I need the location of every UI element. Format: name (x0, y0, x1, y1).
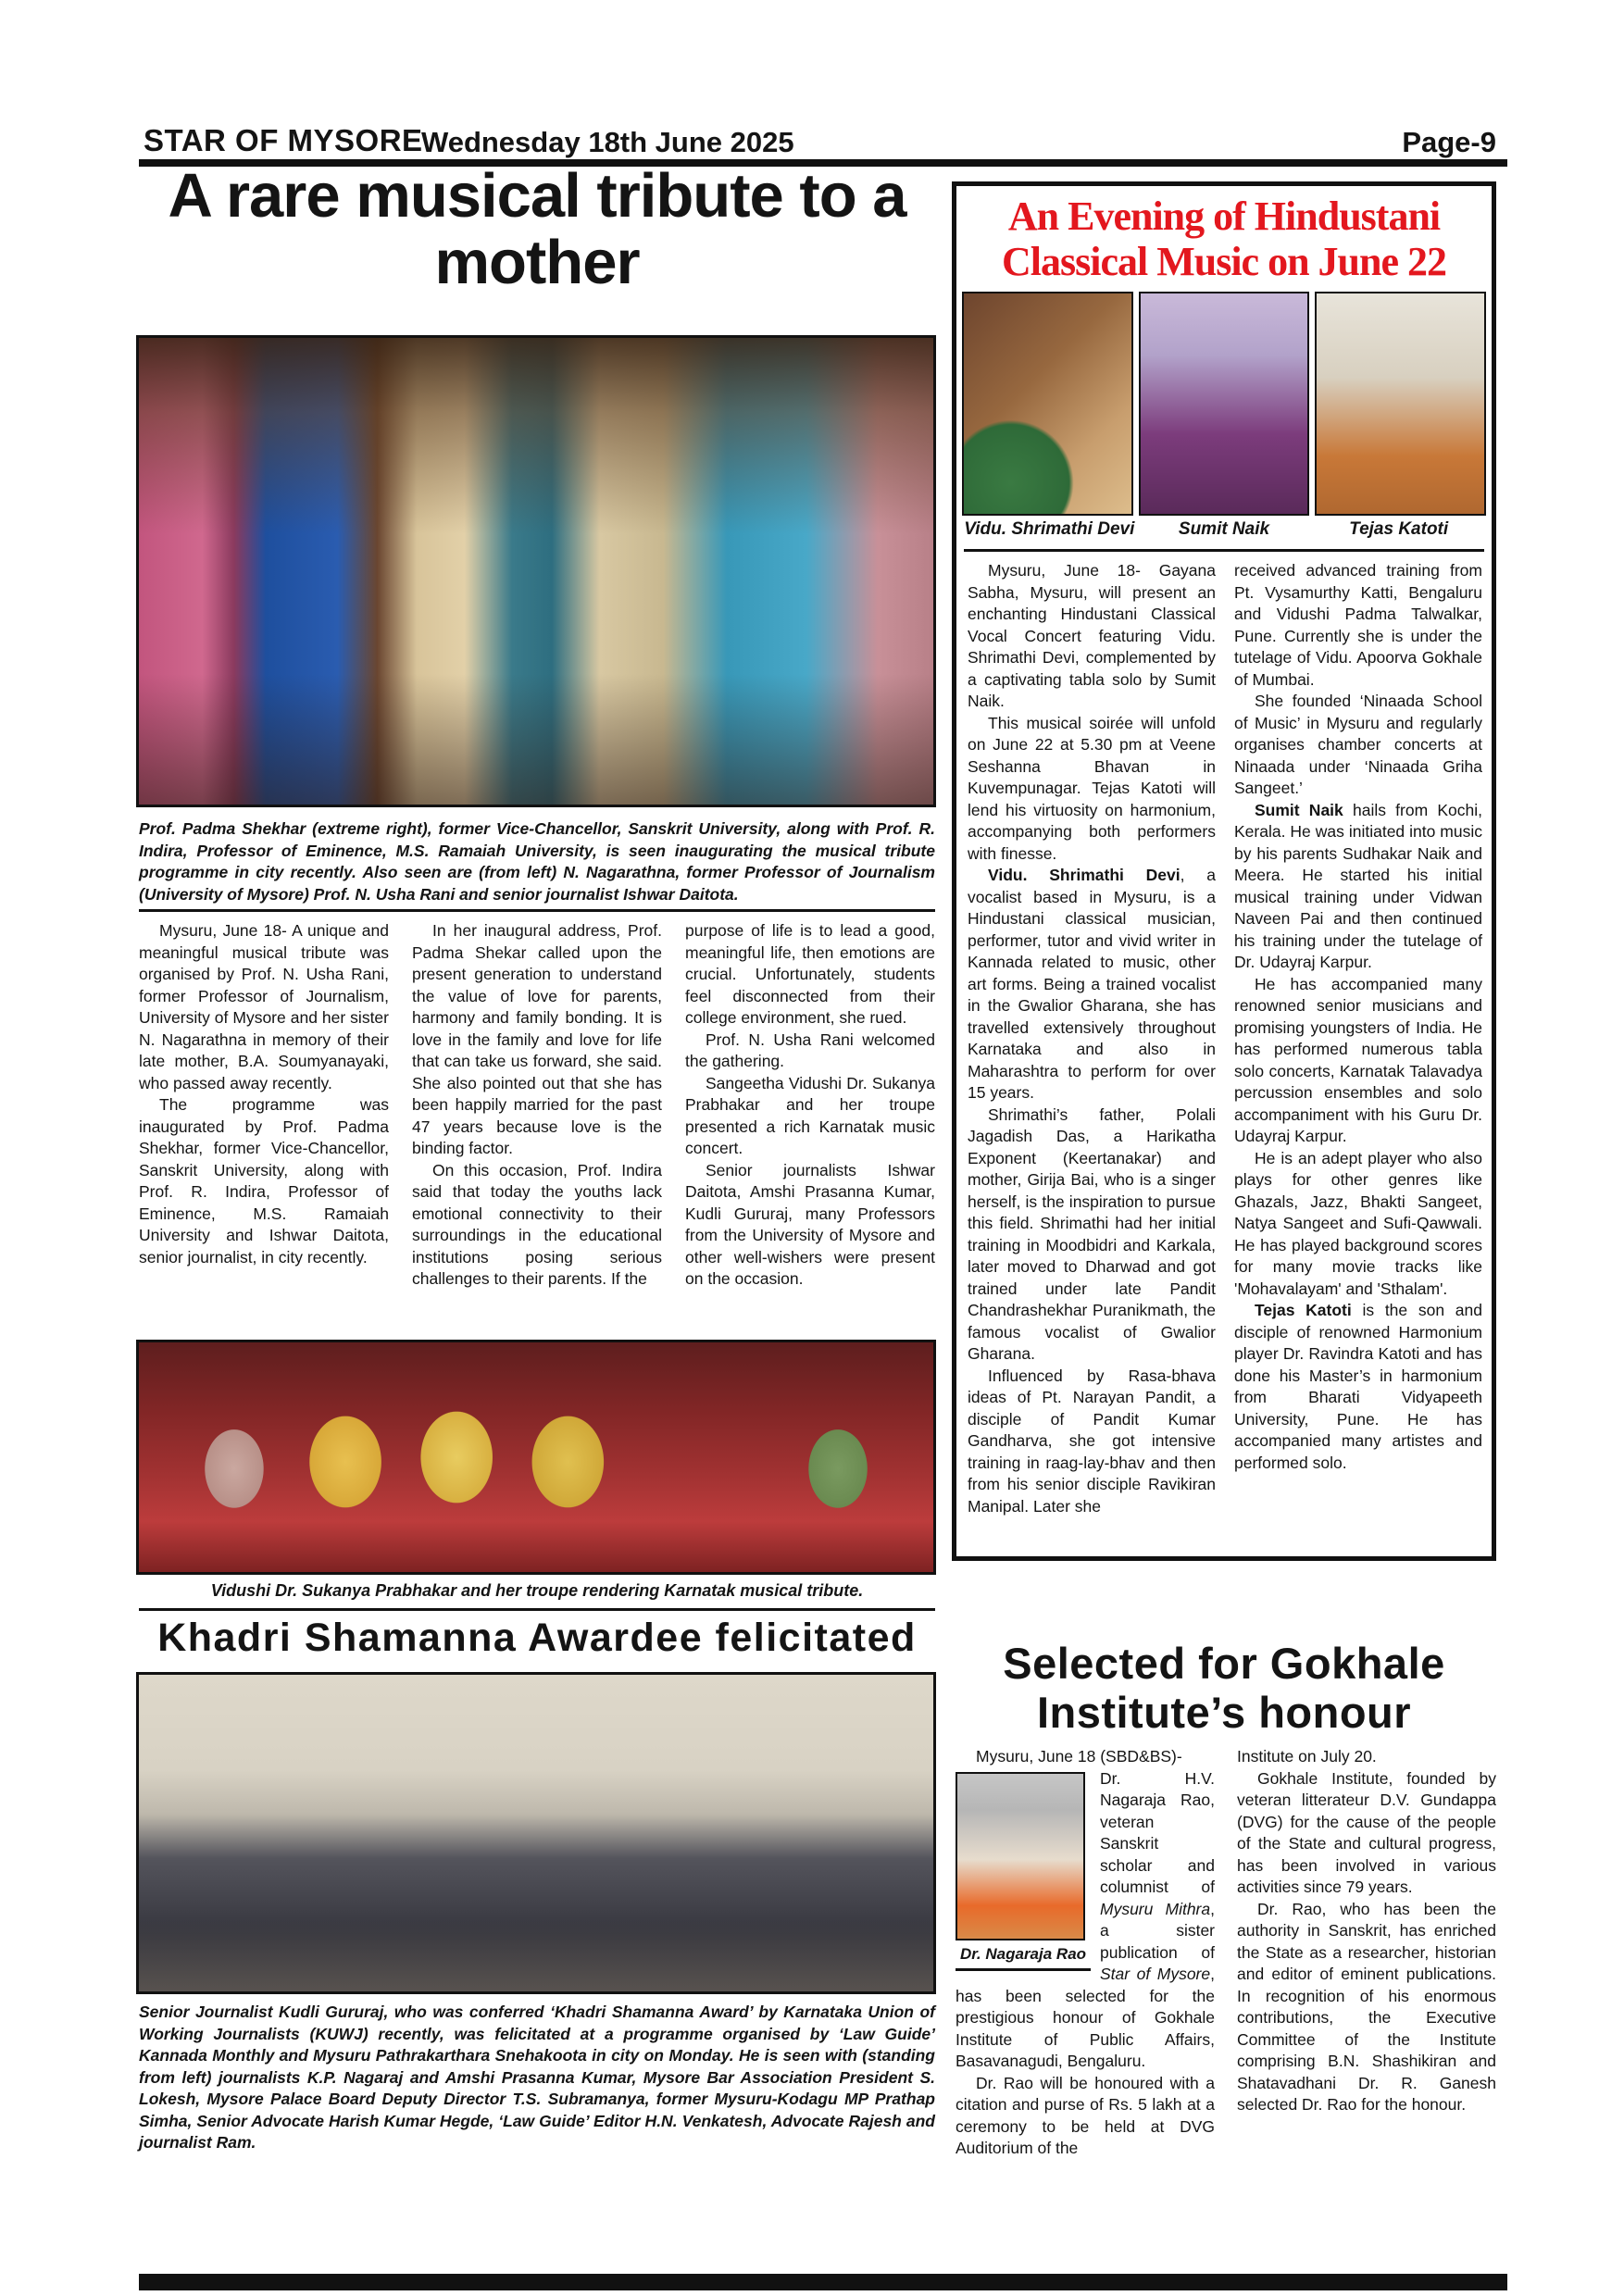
paragraph: He has accompanied many renowned senior musicians and promising youngsters of India. He has performed numerous tabla solo concerts, Karnatak Talavadya percussion ensembles and solo accompaniment with his Guru Dr. Udayraj Karpur. (1234, 974, 1482, 1145)
shrimathi-devi-photo (962, 292, 1133, 516)
gokhale-headline: Selected for Gokhale Institute’s honour (1003, 1639, 1445, 1737)
performer-captions (962, 519, 1486, 540)
paragraph: Gokhale Institute, founded by veteran litterateur D.V. Gundappa (DVG) for the cause of the people of the State and cultural progress, has been involved in various activities since 79 years. (1237, 1768, 1496, 1896)
registration-yellow-swatch (1511, 1489, 1528, 1505)
publication-name: Star of Mysore (1100, 1965, 1211, 1983)
registration-magenta-swatch (1511, 1505, 1528, 1522)
gokhale-body (956, 1746, 1496, 2160)
paragraph: Shrimathi’s father, Polali Jagadish Das, a Harikatha Exponent (Keertanakar) and mother, Girija Bai, who is a singer herself, is the inspiration to pursue this field. Shrimathi had her initial training in Moodbidri and Karkala, later moved to Dharwad and got trained under late Pandit Chandrashekhar Puranikmath, the famous vocalist of Gwalior Gharana. (968, 1104, 1216, 1363)
page-bottom-rule (139, 2274, 1507, 2290)
paragraph-text: , a sister publication of (1100, 1899, 1215, 1962)
caption-rule (139, 909, 935, 912)
sumit-naik-photo (1139, 292, 1310, 516)
paragraph: Influenced by Rasa-bhava ideas of Pt. Narayan Pandit, a disciple of Pandit Kumar Gandharva, she got intensive training in raag-lay-bhav and then from his senior disciple Ravikiran Manipal. Later she (968, 1366, 1216, 1516)
troupe-photo-caption: Vidushi Dr. Sukanya Prabhakar and her troupe rendering Karnatak musical tribute. (210, 1581, 864, 1600)
registration-yellow-swatch (1511, 939, 1528, 955)
publication-name: Mysuru Mithra (1100, 1899, 1211, 1918)
performer-caption: Tejas Katoti (1349, 519, 1449, 539)
registration-black-swatch (1511, 1472, 1528, 1489)
tribute-headline: A rare musical tribute to a mother (168, 161, 906, 297)
gokhale-column-1 (956, 1746, 1215, 2160)
inauguration-photo (136, 335, 936, 807)
nagaraja-rao-figure (956, 1772, 1091, 1972)
paragraph (1234, 1300, 1482, 1474)
registration-black-swatch (1511, 922, 1528, 939)
registration-cyan-swatch (1511, 2177, 1528, 2194)
paragraph (1234, 800, 1482, 974)
paragraph: Senior journalists Ishwar Daitota, Amshi Prasanna Kumar, Kudli Gururaj, many Professors from the University of Mysore and other well-wishers were present on the occasion. (685, 1160, 935, 1288)
paragraph: received advanced training from Pt. Vysamurthy Katti, Bengaluru and Vidushi Padma Talwalkar, Pune. Currently she is under the tutelage of Vidu. Apoorva Gokhale of Mumbai. (1234, 561, 1482, 689)
tribute-column-3 (685, 920, 935, 1339)
troupe-photo (136, 1340, 936, 1575)
bold-lead: Sumit Naik (1255, 800, 1343, 819)
paragraph: This musical soirée will unfold on June 22 at 5.30 pm at Veene Seshanna Bhavan in Kuvempunagar. Tejas Katoti will lend his virtuosity on harmonium, accompanying both performers with finesse. (968, 713, 1216, 863)
tribute-body (139, 920, 935, 1339)
hindustani-article-box (952, 181, 1496, 1561)
registration-black-swatch (1511, 2128, 1528, 2144)
performer-caption: Vidu. Shrimathi Devi (964, 519, 1135, 539)
paragraph-text: is the son and disciple of renowned Harmonium player Dr. Ravindra Katoti and has done his Master’s in harmonium from Bharati Vidyapeeth University, Pune. He has accompanied many artistes and performed solo. (1234, 1301, 1483, 1472)
paragraph: Mysuru, June 18- A unique and meaningful musical tribute was organised by Prof. N. Usha Rani, former Professor of Journalism, University of Mysore and her sister N. Nagarathna in memory of their late mother, B.A. Soumyanayaki, who passed away recently. (139, 921, 389, 1092)
section-rule (139, 1608, 935, 1611)
khadri-group-photo (136, 1672, 936, 1994)
registration-magenta-swatch (1511, 277, 1528, 293)
tribute-column-1 (139, 920, 389, 1339)
paragraph: He is an adept player who also plays for other genres like Ghazals, Jazz, Bhakti Sangeet, Natya Sangeet and Sufi-Qawwali. He has played background scores for many movie tracks like 'Mohavalayam' and 'Sthalam'. (1234, 1148, 1482, 1298)
hindustani-headline: An Evening of Hindustani Classical Music on June 22 (1001, 193, 1447, 284)
registration-cyan-swatch (1511, 972, 1528, 989)
paragraph: Institute on July 20. (1237, 1747, 1377, 1766)
registration-magenta-swatch (1511, 2161, 1528, 2177)
gokhale-column-2 (1237, 1746, 1496, 2160)
registration-gray-bar (1511, 804, 1528, 922)
registration-gray-bar (1511, 1926, 1528, 2128)
khadri-photo-caption: Senior Journalist Kudli Gururaj, who was conferred ‘Khadri Shamanna Award’ by Karnataka Union of Working Journalists (KUWJ) recently, was felicitated at a programme organised by ‘Law Guide’ Kannada Monthly and Mysuru Pathrakarthara Snehakoota in city on Monday. He is seen with (standing from left) journalists K.P. Nagaraj and Amshi Prasanna Kumar, Mysore Bar Association President S. Lokesh, Mysore Palace Board Deputy Director T.S. Subramanya, former Mysuru-Kodagu MP Prathap Simha, Senior Advocate Harish Kumar Hegde, ‘Law Guide’ Editor H.N. Venkatesh, Advocate Rajesh and journalist Ram. (139, 2003, 935, 2152)
paragraph: She founded ‘Ninaada School of Music’ in Mysuru and regularly organises chamber concerts at Ninaada under ‘Ninaada Griha Sangeet.’ (1234, 692, 1482, 797)
registration-black-swatch (1511, 243, 1528, 260)
page-number: Page-9 (1402, 126, 1496, 158)
edition-date: Wednesday 18th June 2025 (421, 126, 794, 158)
tribute-column-2 (412, 920, 662, 1339)
hindustani-column-left (968, 560, 1216, 1517)
byline: Mysuru, June 18 (SBD&BS)- (976, 1747, 1182, 1766)
paragraph-text: Dr. H.V. Nagaraja Rao, veteran Sanskrit scholar and columnist of (1100, 1768, 1215, 1896)
registration-cyan-swatch (1511, 293, 1528, 310)
paragraph (968, 865, 1216, 1104)
registration-magenta-swatch (1511, 955, 1528, 972)
registration-gray-bar (1511, 130, 1528, 243)
paragraph: Prof. N. Usha Rani welcomed the gathering. (685, 1029, 935, 1070)
registration-cyan-swatch (1511, 1522, 1528, 1539)
paragraph: purpose of life is to lead a good, meaningful life, then emotions are crucial. Unfortunately, students feel disconnected from their college environment, she rued. (685, 921, 935, 1027)
paragraph: Sangeetha Vidushi Dr. Sukanya Prabhakar and her troupe presented a rich Karnatak music concert. (685, 1073, 935, 1157)
bold-lead: Vidu. Shrimathi Devi (988, 866, 1181, 884)
paragraph-text: , a vocalist based in Mysuru, is a Hindustani classical musician, performer, tutor and vivid writer in Kannada related to music, other art forms. Being a trained vocalist in the Gwalior Gharana, she has travelled extensively throughout Karnataka and also in Maharashtra to perform for over 15 years. (968, 866, 1216, 1102)
paragraph-text: hails from Kochi, Kerala. He was initiated into music by his parents Sudhakar Naik and Meera. He started his initial musical training under Vidwan Naveen Pai and then continued his training under the tutelage of Dr. Udayraj Karpur. (1234, 800, 1482, 971)
registration-yellow-swatch (1511, 2144, 1528, 2161)
nagaraja-rao-caption: Dr. Nagaraja Rao (956, 1940, 1091, 1972)
hindustani-body (968, 560, 1482, 1517)
performer-caption: Sumit Naik (1178, 519, 1270, 539)
tribute-photo-caption: Prof. Padma Shekhar (extreme right), former Vice-Chancellor, Sanskrit University, along with Prof. R. Indira, Professor of Eminence, M.S. Ramaiah University, is seen inaugurating the musical tribute programme in city recently. Also seen are (from left) N. Nagarathna, former Professor of Journalism (University of Mysore) Prof. N. Usha Rani and senior journalist Ishwar Daitota. (139, 819, 935, 904)
paragraph: Mysuru, June 18- Gayana Sabha, Mysuru, will present an enchanting Hindustani Classical Vocal Concert featuring Vidu. Shrimathi Devi, complemented by a captivating tabla solo by Sumit Naik. (968, 561, 1216, 710)
registration-gray-bar (1511, 1252, 1528, 1472)
registration-yellow-swatch (1511, 260, 1528, 277)
paragraph: Dr. Rao will be honoured with a citation and purse of Rs. 5 lakh at a ceremony to be held at DVG Auditorium of the (956, 2073, 1215, 2157)
bold-lead: Tejas Katoti (1255, 1301, 1352, 1319)
masthead: STAR OF MYSORE (144, 123, 423, 157)
nagaraja-rao-photo (956, 1772, 1085, 1940)
paragraph: Dr. Rao, who has been the authority in Sanskrit, has enriched the State as a researcher, historian and editor of eminent publications. In recognition of his enormous contributions, the Executive Committee of the Institute comprising B.N. Shashikiran and Shatavadhani Dr. R. Ganesh selected Dr. Rao for the honour. (1237, 1899, 1496, 2114)
hindustani-column-right (1234, 560, 1482, 1517)
paragraph: The programme was inaugurated by Prof. Padma Shekhar, former Vice-Chancellor, Sanskrit University, along with Prof. R. Indira, Professor of Eminence, M.S. Ramaiah University and Ishwar Daitota, senior journalist, in city recently. (139, 1095, 389, 1267)
khadri-headline: Khadri Shamanna Awardee felicitated (157, 1616, 917, 1660)
tejas-katoti-photo (1315, 292, 1486, 516)
paragraph-text: , has been selected for the prestigious honour of Gokhale Institute of Public Affairs, Basavanagudi, Bengaluru. (956, 1965, 1215, 2070)
photo-row-rule (964, 549, 1484, 552)
paragraph: In her inaugural address, Prof. Padma Shekar called upon the present generation to understand the value of love for parents, harmony and family bonding. It is love in the family and love for life that can take us forward, she said. She also pointed out that she has been happily married for the past 47 years because love is the binding factor. (412, 921, 662, 1157)
performer-photos (962, 292, 1486, 516)
paragraph: On this occasion, Prof. Indira said that today the youths lack emotional connectivity to their surroundings in the educational institutions posing serious challenges to their parents. If the (412, 1160, 662, 1288)
